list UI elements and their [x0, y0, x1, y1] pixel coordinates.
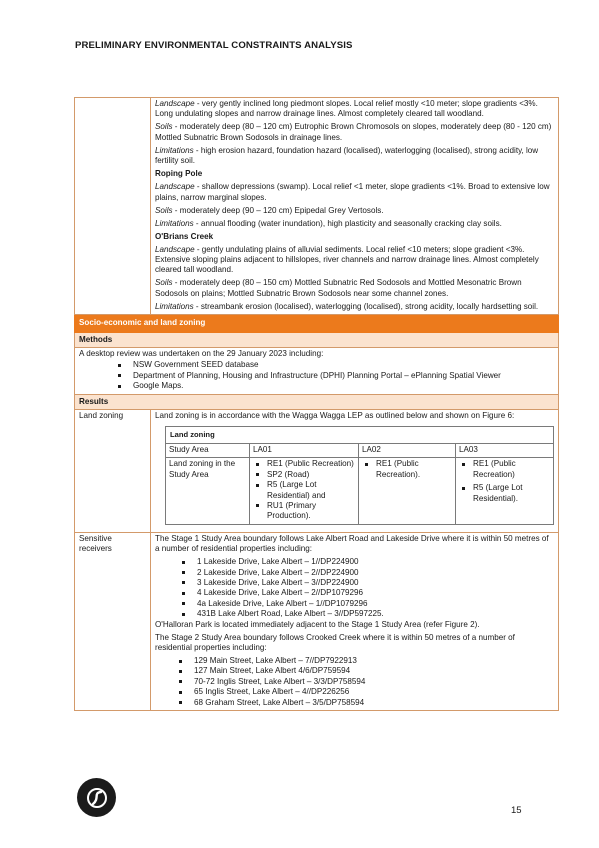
- company-logo-icon: [77, 778, 116, 817]
- methods-row: [75, 348, 559, 395]
- roping-pole-heading: Roping Pole: [155, 169, 203, 179]
- results-header-row: [75, 394, 559, 409]
- methods-list: [79, 360, 554, 391]
- land-zoning-table-title: Land zoning: [166, 426, 554, 443]
- sensitive-receivers-row: [75, 532, 559, 710]
- list-item: RE1 (Public Recreation).: [362, 459, 452, 480]
- roping-pole-landscape: Landscape - shallow depressions (swamp). Local relief <1 meter, slope gradients <1%. Broad to extensive low plains, narrow marginal slopes.: [155, 182, 550, 202]
- land-zoning-table-title-row: [166, 426, 554, 443]
- list-item: 129 Main Street, Lake Albert – 7//DP7922913: [155, 656, 554, 666]
- list-item: Department of Planning, Housing and Infrastructure (DPHI) Planning Portal – ePlanning Spatial Viewer: [79, 371, 554, 381]
- methods-intro: A desktop review was undertaken on the 29 January 2023 including:: [79, 349, 324, 359]
- list-item: SP2 (Road): [253, 470, 355, 480]
- list-item: R5 (Large Lot Residential) and: [253, 480, 355, 501]
- sensitive-receivers-label: Sensitive receivers: [75, 532, 151, 710]
- column-header-la03: LA03: [456, 443, 554, 457]
- column-header-la02: LA02: [359, 443, 456, 457]
- ohalloran-paragraph: O'Halloran Park is located immediately adjacent to the Stage 1 Study Area (refer Figure 2).: [155, 619, 480, 629]
- la02-cell: [359, 458, 456, 524]
- list-item: 65 Inglis Street, Lake Albert – 4//DP226256: [155, 687, 554, 697]
- list-item: 4a Lakeside Drive, Lake Albert – 1//DP1079296: [155, 599, 554, 609]
- obriens-creek-heading: O'Brians Creek: [155, 231, 214, 241]
- column-header-la01: LA01: [250, 443, 359, 457]
- column-header-study-area: Study Area: [166, 443, 250, 457]
- land-zoning-intro: Land zoning is in accordance with the Wagga Wagga LEP as outlined below and shown on Figure 6:: [155, 411, 515, 421]
- land-zoning-content: [151, 410, 559, 533]
- list-item: 1 Lakeside Drive, Lake Albert – 1//DP224900: [155, 557, 554, 567]
- list-item: RE1 (Public Recreation): [253, 459, 355, 469]
- obriens-landscape: Landscape - gently undulating plains of alluvial sediments. Local relief <10 meters; slope gradient <3%. Extensive sloping plains adjacent to hillslopes, river channels and narrow drainage lines. Almost completely cleared tall woodland.: [155, 244, 539, 275]
- la03-cell: [456, 458, 554, 524]
- land-zoning-data-row: [166, 458, 554, 524]
- sensitive-receivers-content: [151, 532, 559, 710]
- land-zoning-row: [75, 410, 559, 533]
- soils-paragraph: Soils - moderately deep (80 – 120 cm) Eutrophic Brown Chromosols on slopes, moderately deep (80 - 120 cm) Mottled Subnatric Brown Sodosols in drainage lines.: [155, 122, 552, 142]
- land-zoning-table: [165, 426, 554, 525]
- list-item: 68 Graham Street, Lake Albert – 3/5/DP758594: [155, 698, 554, 708]
- obriens-soils: Soils - moderately deep (80 – 150 cm) Mottled Subnatric Red Sodosols and Mottled Mesonatric Brown Sodosols on plains; Mottled Subnatric Brown Sodosols near some channel zones.: [155, 278, 522, 298]
- stage1-paragraph: The Stage 1 Study Area boundary follows Lake Albert Road and Lakeside Drive where it is within 50 metres of a number of residential properties including:: [155, 533, 549, 554]
- list-item: RE1 (Public Recreation): [459, 459, 550, 480]
- list-item: RU1 (Primary Production).: [253, 501, 355, 522]
- soils-content-cell: [151, 98, 559, 315]
- list-item: R5 (Large Lot Residential).: [459, 483, 550, 504]
- list-item: Google Maps.: [79, 381, 554, 391]
- list-item: 431B Lake Albert Road, Lake Albert – 3//DP597225.: [155, 609, 554, 619]
- stage2-paragraph: The Stage 2 Study Area boundary follows Crooked Creek where it is within 50 metres of a number of residential properties including:: [155, 632, 515, 652]
- la01-cell: [250, 458, 359, 524]
- limitations-paragraph: Limitations - high erosion hazard, foundation hazard (localised), waterlogging (localised), strong acidity, low fertility soil.: [155, 145, 539, 166]
- page-number: 15: [511, 805, 522, 816]
- list-item: 70-72 Inglis Street, Lake Albert – 3/3/DP758594: [155, 677, 554, 687]
- methods-content: [75, 348, 559, 395]
- land-zoning-header-row: [166, 443, 554, 457]
- stage1-properties-list: [155, 557, 554, 619]
- row-label: Land zoning in the Study Area: [166, 458, 250, 524]
- landscape-paragraph: Landscape - very gently inclined long piedmont slopes. Local relief mostly <10 meter; slope gradients <3%. Long undulating slopes and narrow drainage lines. Almost completely cleared tall woodland.: [155, 99, 538, 119]
- results-heading: Results: [75, 394, 559, 409]
- roping-pole-soils: Soils - moderately deep (90 – 120 cm) Epipedal Grey Vertosols.: [155, 205, 384, 215]
- list-item: 3 Lakeside Drive, Lake Albert – 3//DP224900: [155, 578, 554, 588]
- soils-label-cell: [75, 98, 151, 315]
- land-zoning-label: Land zoning: [75, 410, 151, 533]
- methods-header-row: [75, 332, 559, 347]
- constraints-table: [74, 97, 559, 711]
- stage2-properties-list: [155, 656, 554, 708]
- section-header-row: [75, 315, 559, 332]
- list-item: 2 Lakeside Drive, Lake Albert – 2//DP224900: [155, 568, 554, 578]
- list-item: NSW Government SEED database: [79, 360, 554, 370]
- section-title: Socio-economic and land zoning: [75, 315, 559, 332]
- roping-pole-limitations: Limitations - annual flooding (water inundation), high plasticity and seasonally cracking clay soils.: [155, 218, 502, 228]
- obriens-limitations: Limitations - streambank erosion (localised), waterlogging (localised), strong acidity, locally hardsetting soil.: [155, 301, 539, 311]
- list-item: 127 Main Street, Lake Albert 4/6/DP759594: [155, 666, 554, 676]
- soils-row: [75, 98, 559, 315]
- methods-heading: Methods: [75, 332, 559, 347]
- list-item: 4 Lakeside Drive, Lake Albert – 2//DP1079296: [155, 588, 554, 598]
- document-header: PRELIMINARY ENVIRONMENTAL CONSTRAINTS ANALYSIS: [75, 40, 353, 51]
